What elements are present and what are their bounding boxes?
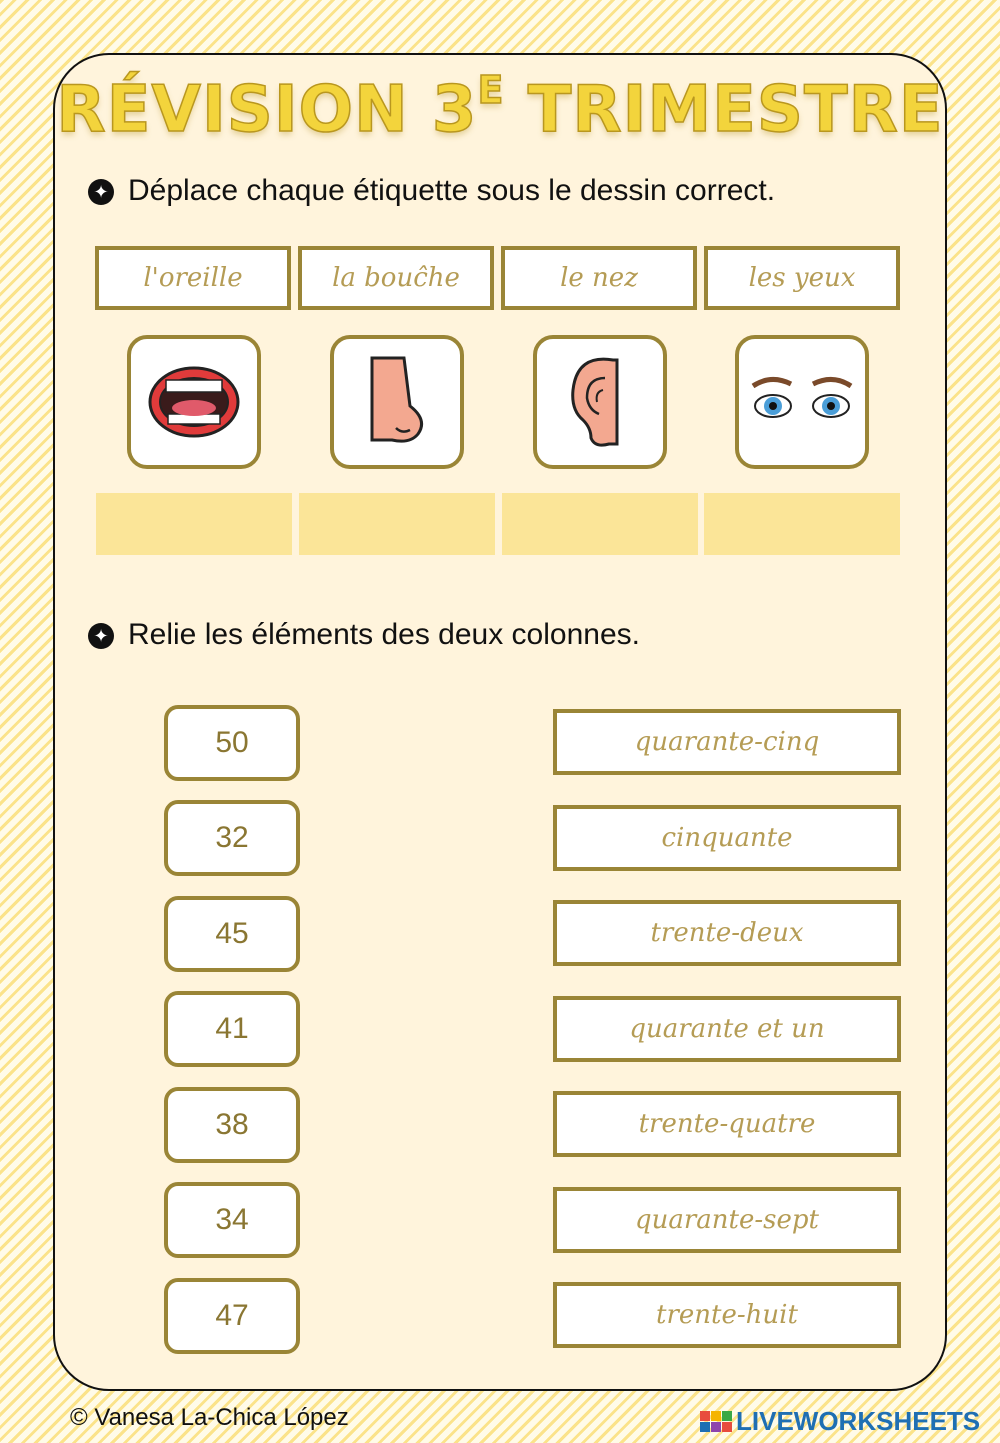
match-word[interactable]: cinquante bbox=[553, 805, 901, 871]
eyes-icon bbox=[747, 372, 857, 432]
nose-icon bbox=[362, 354, 432, 450]
label-yeux[interactable]: les yeux bbox=[704, 246, 900, 310]
match-number[interactable]: 45 bbox=[164, 896, 300, 972]
match-word[interactable]: trente-huit bbox=[553, 1282, 901, 1348]
brand-logo[interactable] bbox=[700, 1404, 980, 1438]
match-word[interactable]: quarante et un bbox=[553, 996, 901, 1062]
match-word[interactable]: trente-quatre bbox=[553, 1091, 901, 1157]
match-number[interactable]: 34 bbox=[164, 1182, 300, 1258]
copyright-text: © Vanesa La-Chica López bbox=[70, 1404, 349, 1431]
instruction-drag: ✦ Déplace chaque étiquette sous le dessin correct. bbox=[88, 174, 775, 208]
match-number[interactable]: 50 bbox=[164, 705, 300, 781]
brand-name: LIVEWORKSHEETS bbox=[736, 1405, 981, 1436]
match-number[interactable]: 41 bbox=[164, 991, 300, 1067]
star-icon: ✦ bbox=[88, 623, 114, 649]
match-number[interactable]: 38 bbox=[164, 1087, 300, 1163]
picture-ear bbox=[533, 335, 667, 469]
star-icon: ✦ bbox=[88, 179, 114, 205]
match-word[interactable]: quarante-sept bbox=[553, 1187, 901, 1253]
picture-mouth bbox=[127, 335, 261, 469]
label-bouche[interactable]: la bouĉhe bbox=[298, 246, 494, 310]
ear-icon bbox=[565, 354, 635, 450]
match-number[interactable]: 32 bbox=[164, 800, 300, 876]
liveworksheets-icon bbox=[700, 1411, 732, 1432]
drop-zone-2[interactable] bbox=[299, 493, 495, 555]
page-title: RÉVISION $3^E$ TRIMESTRE bbox=[56, 68, 944, 147]
drop-zone-1[interactable] bbox=[96, 493, 292, 555]
match-word[interactable]: trente-deux bbox=[553, 900, 901, 966]
mouth-icon bbox=[146, 362, 242, 442]
drop-zone-3[interactable] bbox=[502, 493, 698, 555]
label-nez[interactable]: le nez bbox=[501, 246, 697, 310]
match-word[interactable]: quarante-cinq bbox=[553, 709, 901, 775]
picture-eyes bbox=[735, 335, 869, 469]
match-number[interactable]: 47 bbox=[164, 1278, 300, 1354]
drop-zone-4[interactable] bbox=[704, 493, 900, 555]
instruction-match: ✦ Relie les éléments des deux colonnes. bbox=[88, 618, 640, 652]
picture-nose bbox=[330, 335, 464, 469]
label-oreille[interactable]: l'oreille bbox=[95, 246, 291, 310]
